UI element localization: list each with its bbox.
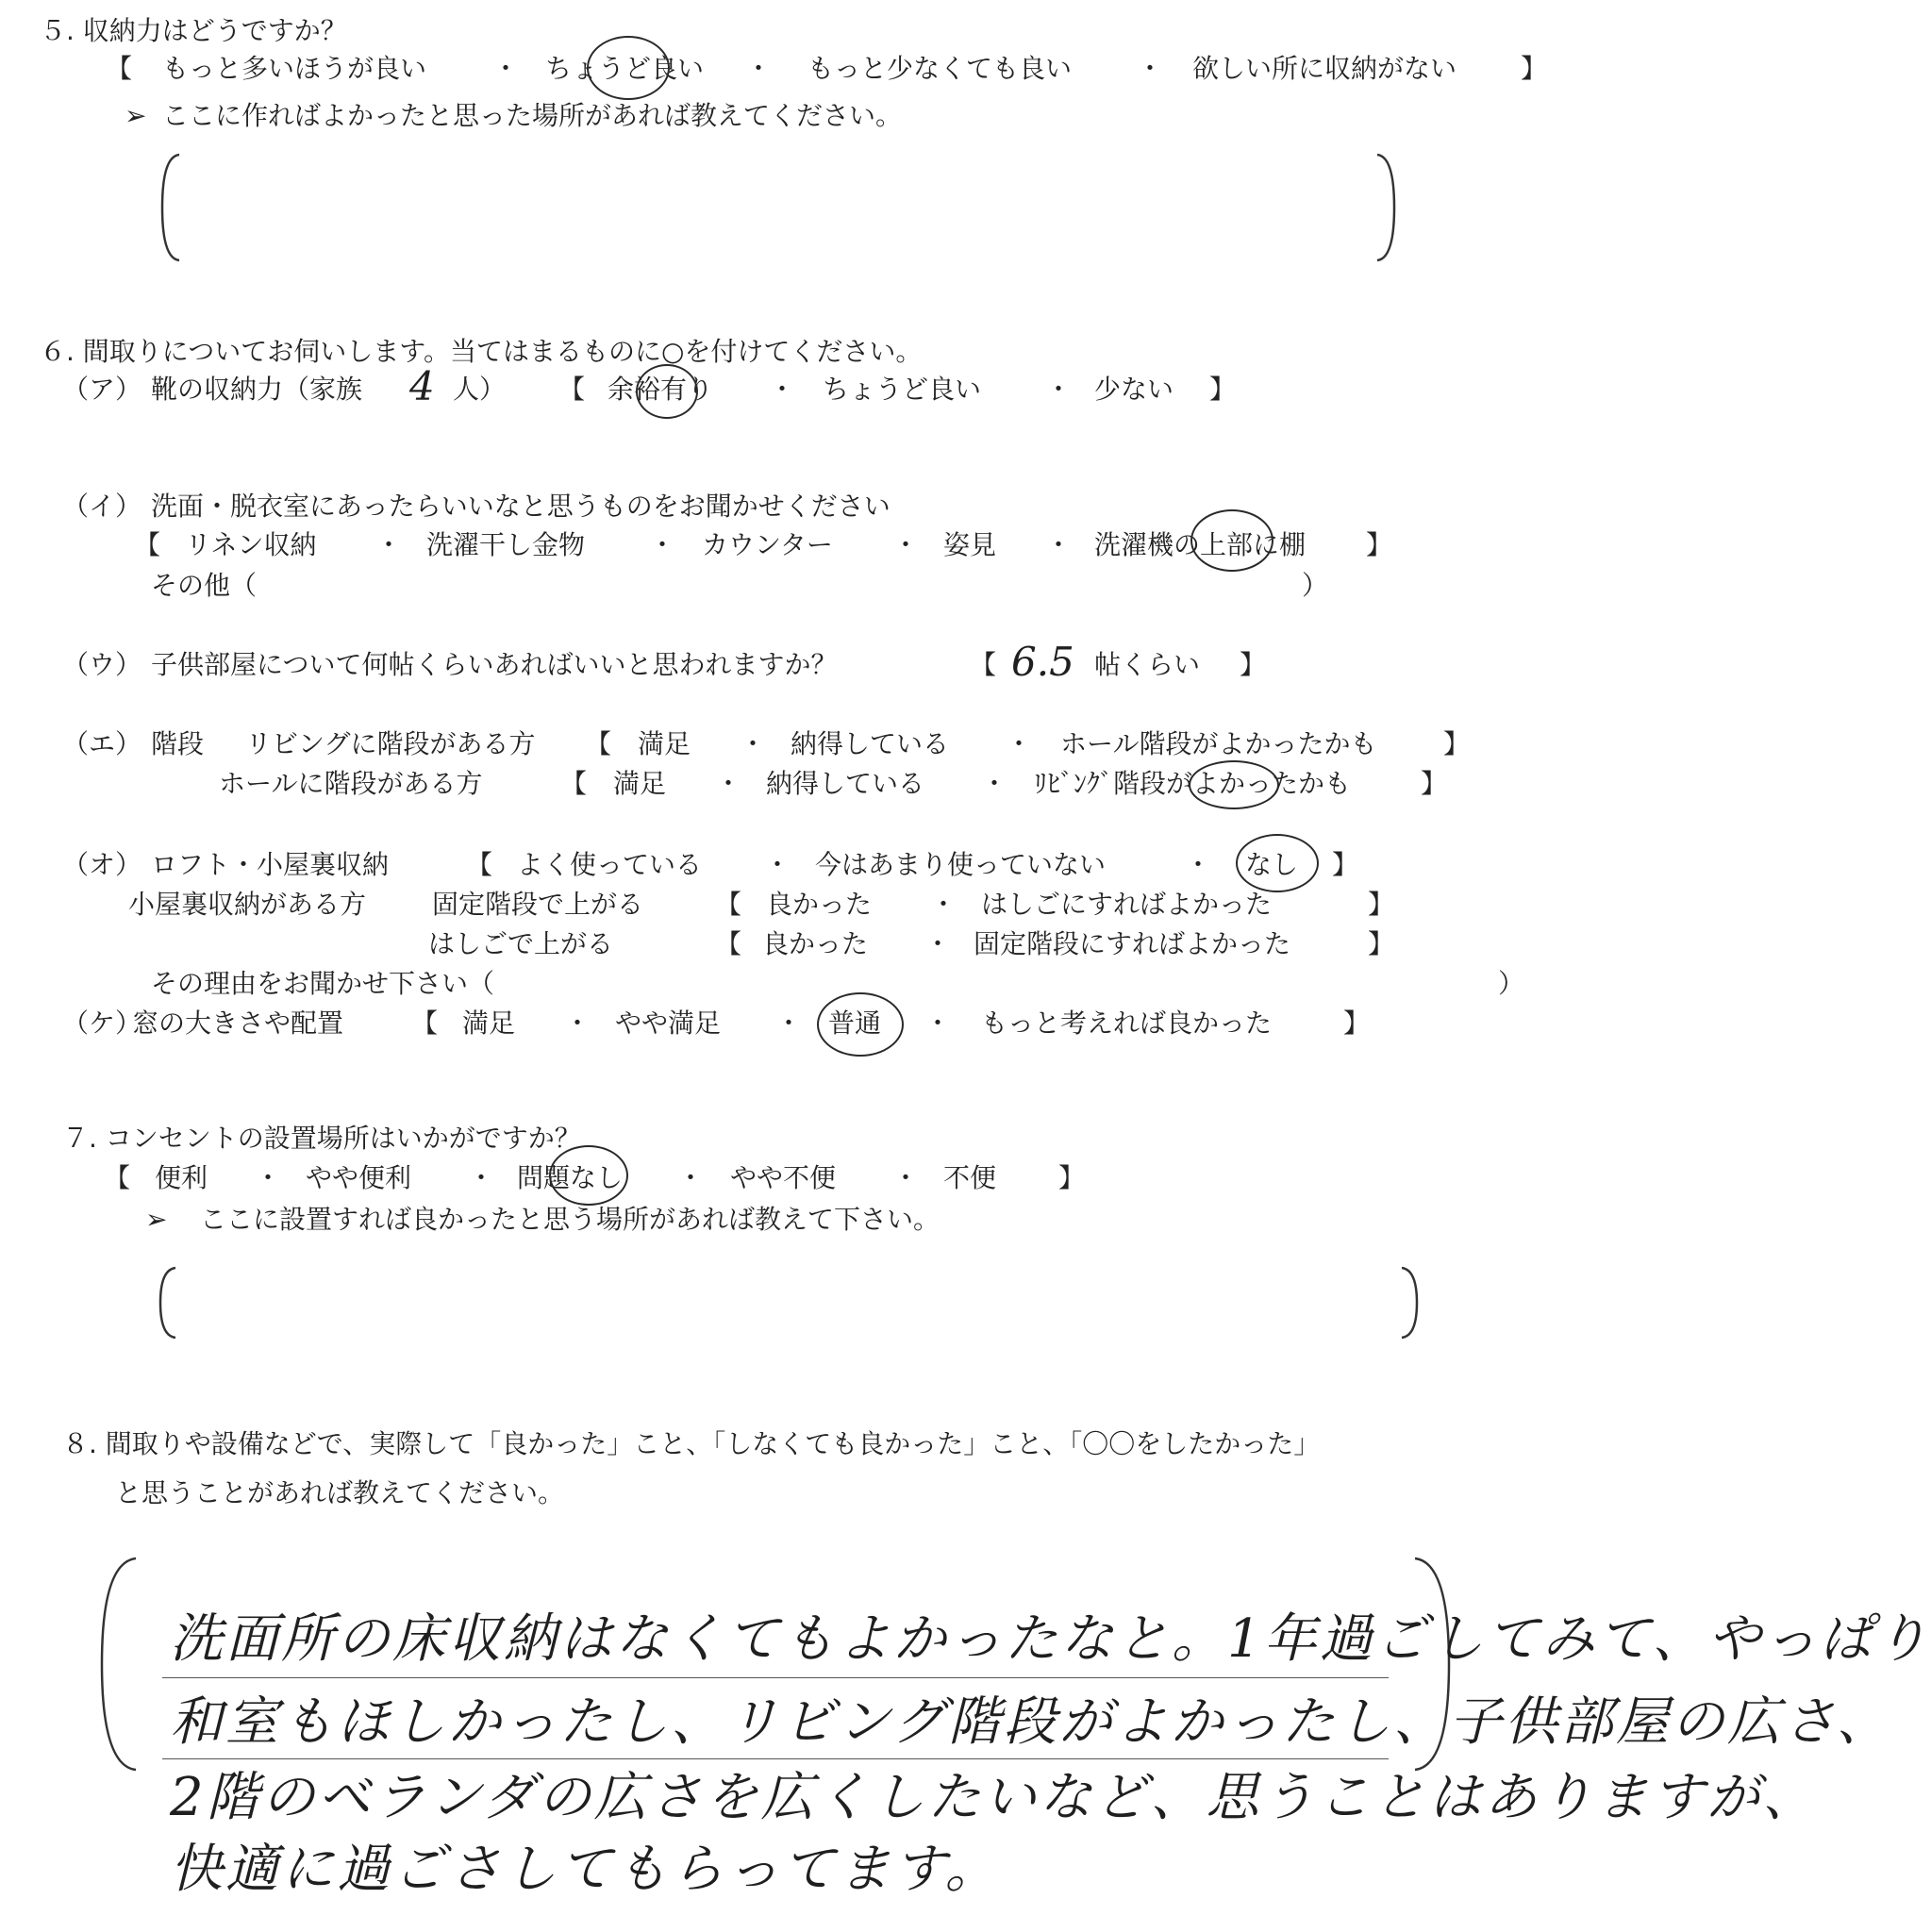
q6o-title: ロフト・小屋裏収納 [151, 849, 390, 880]
q6a-option-3[interactable]: 少ない [1094, 374, 1174, 405]
q7-option-1[interactable]: 便利 [155, 1162, 208, 1193]
q6a-bracket-close: 】 [1209, 374, 1237, 405]
q7-sep-4: ・ [892, 1162, 920, 1193]
q5-sep-2: ・ [745, 53, 773, 84]
q6o-fixed-option-2[interactable]: はしごにすればよかった [981, 889, 1273, 920]
q6a-sep-1: ・ [769, 374, 796, 405]
q6u-bracket-close: 】 [1240, 649, 1267, 680]
q6e-row2-option-1[interactable]: 満足 [613, 768, 667, 799]
q7-answer-bracket-right [1394, 1264, 1423, 1341]
q6u-unit: 帖くらい [1094, 649, 1201, 680]
q6ke-label: （ケ） [62, 1008, 142, 1039]
q6o-sep-2: ・ [1185, 849, 1212, 880]
q6o-reason-field[interactable] [547, 968, 1490, 1000]
q6o-sub-label: 小屋裏収納がある方 [128, 889, 367, 920]
q6a-sep-2: ・ [1045, 374, 1073, 405]
q5-answer-bracket-right [1370, 151, 1398, 264]
q7-sub-prompt: ここに設置すれば良かったと思う場所があれば教えて下さい。 [200, 1204, 941, 1235]
q8-answer-line-4: 快適に過ごさしてもらってます。 [170, 1839, 1001, 1900]
q6i-sep-1: ・ [375, 529, 403, 560]
q6e-row1-option-3[interactable]: ホール階段がよかったかも [1060, 728, 1377, 759]
q6i-bracket-close: 】 [1366, 529, 1393, 560]
q6e-row1-label: リビングに階段がある方 [245, 728, 536, 759]
q6o-ladder-bracket-close: 】 [1368, 928, 1395, 959]
q6ke-bracket-close: 】 [1343, 1008, 1371, 1039]
q7-bracket-close: 】 [1058, 1162, 1086, 1193]
q8-answer-line-1: 洗面所の床収納はなくてもよかったなと。1年過ごしてみて、やっぱり [170, 1608, 1931, 1670]
q6o-bracket-open: 【 [466, 849, 493, 880]
q6u-bracket-open: 【 [970, 649, 997, 680]
q8-heading-line2: と思うことがあれば教えてください。 [115, 1477, 565, 1508]
q6-heading: ６. 間取りについてお伺いします。当てはまるものに○を付けてください。 [40, 336, 923, 367]
q6ke-option-2[interactable]: やや満足 [615, 1008, 722, 1039]
q7-sep-2: ・ [468, 1162, 495, 1193]
q6ke-title: 窓の大きさや配置 [132, 1008, 344, 1039]
q6i-sep-4: ・ [1045, 529, 1073, 560]
q6o-fixed-option-1[interactable]: 良かった [766, 889, 873, 920]
q6o-ladder-label: はしごで上がる [428, 928, 614, 959]
q6i-label: （イ） [62, 491, 142, 522]
q6e-row1-bracket-close: 】 [1443, 728, 1471, 759]
q7-option-2[interactable]: やや便利 [306, 1162, 412, 1193]
q7-option-5[interactable]: 不便 [943, 1162, 997, 1193]
q6i-sep-2: ・ [649, 529, 676, 560]
q6o-option-2[interactable]: 今はあまり使っていない [815, 849, 1107, 880]
q8-answer-line-2: 和室もほしかったし、リビング階段がよかったし、子供部屋の広さ、 [170, 1691, 1892, 1753]
q6a-option-2[interactable]: ちょうど良い [823, 374, 982, 405]
q6e-title: 階段 [151, 728, 205, 759]
q8-heading-line1: ８. 間取りや設備などで、実際して「良かった」こと、「しなくても良かった」こと、「〇〇をしたかった」 [62, 1428, 1321, 1459]
q5-option-2[interactable]: ちょうど良い [545, 53, 705, 84]
q6ke-option-4[interactable]: もっと考えれば良かった [981, 1008, 1273, 1039]
q6ke-bracket-open: 【 [411, 1008, 439, 1039]
q6e-row2-option-3[interactable]: ﾘﾋﾞﾝｸﾞ階段がよかったかも [1034, 768, 1352, 799]
q6i-other-close: ） [1302, 570, 1329, 601]
q6o-reason-label: その理由をお聞かせ下さい（ [151, 968, 495, 999]
q6ke-option-1[interactable]: 満足 [462, 1008, 516, 1039]
q6a-label: （ア） [62, 374, 142, 405]
q6o-option-3[interactable]: なし [1245, 849, 1299, 880]
q8-answer-rule-2 [162, 1758, 1389, 1759]
q6o-ladder-option-1[interactable]: 良かった [762, 928, 869, 959]
q6e-row2-option-2[interactable]: 納得している [766, 768, 925, 799]
q6o-fixed-sep: ・ [930, 889, 957, 920]
q6o-fixed-bracket-close: 】 [1368, 889, 1395, 920]
q6ke-sep-3: ・ [924, 1008, 952, 1039]
q5-answer-bracket-left [158, 151, 187, 264]
q6e-row2-bracket-close: 】 [1421, 768, 1448, 799]
q6i-other-field[interactable] [283, 570, 1292, 602]
q5-sep-1: ・ [492, 53, 520, 84]
q5-bracket-close: 】 [1521, 53, 1548, 84]
q7-answer-field[interactable] [185, 1270, 1392, 1336]
q5-bracket-open: 【 [106, 53, 133, 84]
q6o-ladder-bracket-open: 【 [715, 928, 742, 959]
q6o-option-1[interactable]: よく使っている [517, 849, 703, 880]
q6a-bracket-open: 【 [558, 374, 586, 405]
q6o-fixed-label: 固定階段で上がる [432, 889, 644, 920]
q5-option-4[interactable]: 欲しい所に収納がない [1192, 53, 1457, 84]
q5-sep-3: ・ [1137, 53, 1164, 84]
q6i-option-5[interactable]: 洗濯機の上部に棚 [1094, 529, 1307, 560]
q6i-other-label: その他（ [151, 570, 258, 601]
q6o-reason-close: ） [1498, 968, 1525, 999]
q6e-row1-bracket-open: 【 [585, 728, 612, 759]
q5-sub-marker: ➢ [125, 100, 147, 131]
q6i-bracket-open: 【 [134, 529, 161, 560]
q5-option-3[interactable]: もっと少なくても良い [807, 53, 1073, 84]
q6i-option-3[interactable]: カウンター [702, 529, 833, 560]
q6a-text-pre: 靴の収納力（家族 [151, 374, 363, 405]
q5-sub-prompt: ここに作ればよかったと思った場所があれば教えてください。 [162, 100, 903, 131]
q6i-option-2[interactable]: 洗濯干し金物 [426, 529, 586, 560]
q5-heading: ５. 収納力はどうですか？ [40, 15, 347, 46]
q7-option-3[interactable]: 問題なし [517, 1162, 624, 1193]
q7-sep-1: ・ [255, 1162, 282, 1193]
q6o-label: （オ） [62, 849, 142, 880]
q6e-label: （エ） [62, 728, 142, 759]
q6a-family-count[interactable]: 4 [409, 363, 435, 409]
q8-answer-bracket-left [94, 1555, 141, 1774]
q6e-row1-sep-1: ・ [740, 728, 767, 759]
q6i-option-1[interactable]: リネン収納 [185, 529, 317, 560]
q7-option-4[interactable]: やや不便 [730, 1162, 837, 1193]
q7-bracket-open: 【 [104, 1162, 131, 1193]
q6o-ladder-option-2[interactable]: 固定階段にすればよかった [974, 928, 1291, 959]
q6o-ladder-sep: ・ [924, 928, 952, 959]
q6i-option-4[interactable]: 姿見 [943, 529, 997, 560]
q6o-bracket-close: 】 [1332, 849, 1359, 880]
q6u-text: 子供部屋について何帖くらいあればいいと思われますか？ [151, 649, 838, 680]
q7-sub-marker: ➢ [145, 1204, 168, 1235]
q6u-answer[interactable]: 6.5 [1011, 639, 1074, 685]
q6e-row1-sep-2: ・ [1006, 728, 1033, 759]
q6e-row2-sep-1: ・ [715, 768, 742, 799]
q6u-label: （ウ） [62, 649, 142, 680]
q6o-sep-1: ・ [764, 849, 791, 880]
q6a-text-post: 人） [453, 374, 507, 405]
q6i-sep-3: ・ [892, 529, 920, 560]
q6e-row1-option-2[interactable]: 納得している [791, 728, 950, 759]
q5-option-1[interactable]: もっと多いほうが良い [162, 53, 427, 84]
q6e-row2-bracket-open: 【 [560, 768, 588, 799]
q7-heading: ７. コンセントの設置場所はいかがですか？ [62, 1123, 581, 1154]
q6o-fixed-bracket-open: 【 [715, 889, 742, 920]
q5-answer-field[interactable] [189, 160, 1368, 251]
q8-answer-rule-1 [162, 1677, 1389, 1678]
q8-answer-line-3: 2階のベランダの広さを広くしたいなど、思うことはありますが、 [170, 1767, 1819, 1828]
q6ke-sep-1: ・ [564, 1008, 591, 1039]
q6a-option-1[interactable]: 余裕有り [608, 374, 714, 405]
q7-sep-3: ・ [677, 1162, 705, 1193]
q6e-row2-sep-2: ・ [981, 768, 1008, 799]
q6ke-option-3[interactable]: 普通 [828, 1008, 882, 1039]
q6ke-sep-2: ・ [775, 1008, 803, 1039]
q6e-row2-label: ホールに階段がある方 [219, 768, 483, 799]
q7-answer-bracket-left [155, 1264, 183, 1341]
q6i-text: 洗面・脱衣室にあったらいいなと思うものをお聞かせください [151, 491, 891, 522]
q6e-row1-option-1[interactable]: 満足 [638, 728, 691, 759]
